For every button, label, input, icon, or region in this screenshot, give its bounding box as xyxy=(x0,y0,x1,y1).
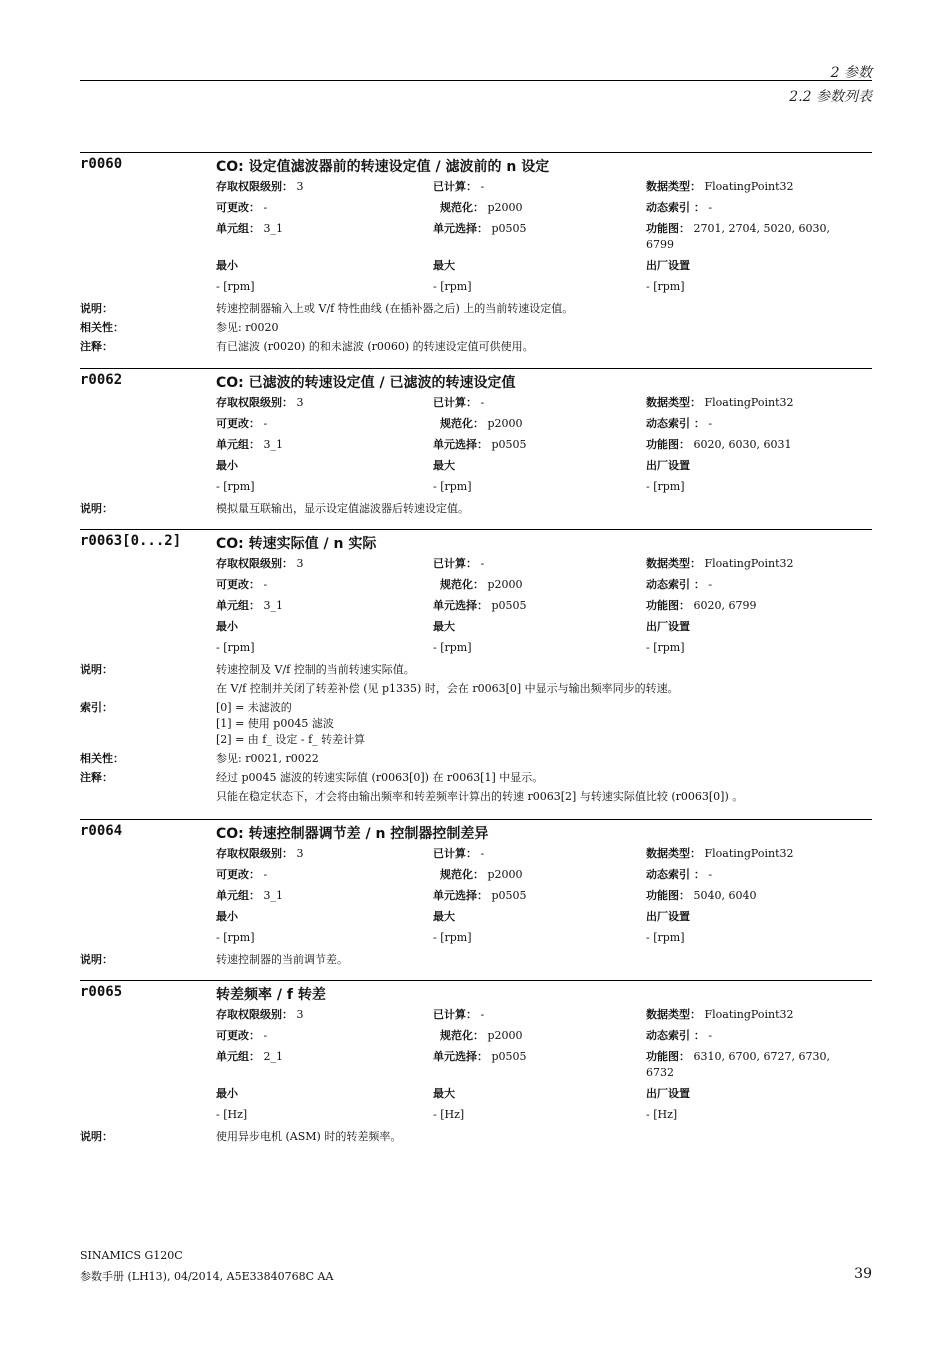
calculated-value: - xyxy=(480,396,485,409)
calculated-label: 已计算： xyxy=(433,180,477,193)
unit-group-value: 3_1 xyxy=(263,222,283,235)
access-level xyxy=(216,395,304,411)
param-id: r0060 xyxy=(80,156,123,172)
unit-select-value: p0505 xyxy=(491,599,527,612)
unit-group xyxy=(216,437,283,453)
min-value: - [rpm] xyxy=(216,931,255,944)
footer-product: SINAMICS G120C xyxy=(80,1249,183,1262)
access-label: 存取权限级别： xyxy=(216,847,293,860)
unit-group xyxy=(216,221,283,237)
scaling-label: 规范化： xyxy=(440,417,484,430)
func-diag-label: 功能图： xyxy=(646,599,690,612)
datatype-value: FloatingPoint32 xyxy=(704,847,794,860)
scaling-label: 规范化： xyxy=(440,201,484,214)
func-diag-label: 功能图： xyxy=(646,889,690,902)
unit-group xyxy=(216,1049,283,1065)
dyn-index-label: 动态索引 ： xyxy=(646,201,705,214)
factory-value: - [rpm] xyxy=(646,641,685,654)
changeable xyxy=(216,416,267,432)
calculated-value: - xyxy=(480,180,485,193)
dep-text: 参见: r0020 xyxy=(216,321,279,334)
page-number: 39 xyxy=(854,1266,872,1282)
access-label: 存取权限级别： xyxy=(216,1008,293,1021)
scaling xyxy=(440,416,523,432)
desc-text: 转速控制器的当前调节差。 xyxy=(216,953,348,966)
factory-value: - [rpm] xyxy=(646,280,685,293)
scaling xyxy=(440,577,523,593)
unit-select-label: 单元选择： xyxy=(433,438,488,451)
changeable-value: - xyxy=(263,868,268,881)
unit-select-value: p0505 xyxy=(491,1050,527,1063)
scaling-value: p2000 xyxy=(487,201,523,214)
unit-select-value: p0505 xyxy=(491,438,527,451)
min-value: - [rpm] xyxy=(216,641,255,654)
scaling-label: 规范化： xyxy=(440,1029,484,1042)
desc-label: 说明： xyxy=(80,953,113,966)
min-value: - [rpm] xyxy=(216,480,255,493)
function-diagram xyxy=(646,1049,856,1081)
desc-text: 使用异步电机 (ASM) 时的转差频率。 xyxy=(216,1130,402,1143)
calculated-value: - xyxy=(480,1008,485,1021)
chapter-header: 2 参数 xyxy=(830,65,872,81)
changeable-value: - xyxy=(263,1029,268,1042)
factory-label: 出厂设置 xyxy=(646,910,690,923)
access-value: 3 xyxy=(296,557,304,570)
changeable-value: - xyxy=(263,417,268,430)
scaling xyxy=(440,867,523,883)
dyn-index-value: - xyxy=(708,578,713,591)
param-title: CO: 设定值滤波器前的转速设定值 / 滤波前的 n 设定 xyxy=(216,159,550,175)
func-diag-label: 功能图： xyxy=(646,438,690,451)
datatype-value: FloatingPoint32 xyxy=(704,1008,794,1021)
min-label: 最小 xyxy=(216,620,238,633)
dyn-index-value: - xyxy=(708,201,713,214)
func-diag-value: 6020, 6030, 6031 xyxy=(693,438,792,451)
datatype-label: 数据类型： xyxy=(646,396,701,409)
changeable-label: 可更改： xyxy=(216,578,260,591)
desc-text-2: 在 V/f 控制并关闭了转差补偿 (见 p1335) 时，会在 r0063[0] 中显示与输出频率同步的转速。 xyxy=(216,682,679,695)
index-label: 索引： xyxy=(80,701,113,714)
changeable-label: 可更改： xyxy=(216,201,260,214)
calculated-label: 已计算： xyxy=(433,1008,477,1021)
changeable xyxy=(216,577,267,593)
dep-text: 参见: r0021, r0022 xyxy=(216,752,319,765)
factory-value: - [Hz] xyxy=(646,1108,678,1121)
note-text: 有已滤波 (r0020) 的和未滤波 (r0060) 的转速设定值可供使用。 xyxy=(216,340,534,353)
func-diag-label: 功能图： xyxy=(646,1050,690,1063)
factory-value: - [rpm] xyxy=(646,480,685,493)
data-type xyxy=(646,179,794,195)
func-diag-value: 2701, 2704, 5020, 6030, 6799 xyxy=(646,222,830,251)
data-type xyxy=(646,1007,794,1023)
scaling-value: p2000 xyxy=(487,1029,523,1042)
param-title: CO: 已滤波的转速设定值 / 已滤波的转速设定值 xyxy=(216,375,516,391)
param-block-r0065 xyxy=(80,980,872,1156)
changeable-label: 可更改： xyxy=(216,417,260,430)
min-label: 最小 xyxy=(216,1087,238,1100)
max-label: 最大 xyxy=(433,910,455,923)
max-value: - [rpm] xyxy=(433,641,472,654)
factory-label: 出厂设置 xyxy=(646,620,690,633)
unit-group-value: 2_1 xyxy=(263,1050,283,1063)
changeable-value: - xyxy=(263,201,268,214)
unit-select-label: 单元选择： xyxy=(433,1050,488,1063)
param-title: 转差频率 / f 转差 xyxy=(216,987,326,1003)
scaling xyxy=(440,200,523,216)
note-label: 注释： xyxy=(80,340,113,353)
param-id: r0063[0...2] xyxy=(80,533,182,549)
changeable-value: - xyxy=(263,578,268,591)
footer-manual: 参数手册 (LH13), 04/2014, A5E33840768C AA xyxy=(80,1270,334,1283)
max-label: 最大 xyxy=(433,620,455,633)
access-level xyxy=(216,556,304,572)
calculated-label: 已计算： xyxy=(433,557,477,570)
scaling-value: p2000 xyxy=(487,868,523,881)
unit-select xyxy=(433,437,527,453)
param-block-r0060 xyxy=(80,152,872,363)
min-label: 最小 xyxy=(216,910,238,923)
unit-group-value: 3_1 xyxy=(263,599,283,612)
header-rule xyxy=(80,80,872,81)
note-text-2: 只能在稳定状态下，才会将由输出频率和转差频率计算出的转速 r0063[2] 与转速实际值比较 (r0063[0]) 。 xyxy=(216,790,744,803)
function-diagram xyxy=(646,437,791,453)
dyn-index-value: - xyxy=(708,868,713,881)
unit-group-label: 单元组： xyxy=(216,889,260,902)
dyn-index-value: - xyxy=(708,417,713,430)
changeable xyxy=(216,867,267,883)
access-label: 存取权限级别： xyxy=(216,557,293,570)
function-diagram xyxy=(646,598,756,614)
max-value: - [rpm] xyxy=(433,480,472,493)
param-block-r0064 xyxy=(80,819,872,975)
calculated xyxy=(433,1007,484,1023)
desc-text: 转速控制器输入上或 V/f 特性曲线 (在插补器之后) 上的当前转速设定值。 xyxy=(216,302,574,315)
unit-select xyxy=(433,598,527,614)
unit-group-value: 3_1 xyxy=(263,438,283,451)
unit-select-label: 单元选择： xyxy=(433,599,488,612)
changeable-label: 可更改： xyxy=(216,1029,260,1042)
min-label: 最小 xyxy=(216,259,238,272)
dep-label: 相关性： xyxy=(80,321,124,334)
scaling xyxy=(440,1028,523,1044)
param-title: CO: 转速实际值 / n 实际 xyxy=(216,536,377,552)
unit-select-value: p0505 xyxy=(491,222,527,235)
func-diag-value: 6020, 6799 xyxy=(693,599,757,612)
calculated-value: - xyxy=(480,557,485,570)
dyn-index-value: - xyxy=(708,1029,713,1042)
index-item-1: [1] = 使用 p0045 滤波 xyxy=(216,717,334,730)
unit-group xyxy=(216,598,283,614)
func-diag-value: 6310, 6700, 6727, 6730, 6732 xyxy=(646,1050,830,1079)
unit-group-value: 3_1 xyxy=(263,889,283,902)
scaling-value: p2000 xyxy=(487,578,523,591)
access-label: 存取权限级别： xyxy=(216,180,293,193)
param-block-r0063 xyxy=(80,529,872,815)
unit-select-label: 单元选择： xyxy=(433,889,488,902)
datatype-label: 数据类型： xyxy=(646,180,701,193)
min-value: - [rpm] xyxy=(216,280,255,293)
unit-group xyxy=(216,888,283,904)
unit-select-label: 单元选择： xyxy=(433,222,488,235)
max-label: 最大 xyxy=(433,459,455,472)
access-value: 3 xyxy=(296,1008,304,1021)
dyn-index xyxy=(646,416,712,432)
func-diag-label: 功能图： xyxy=(646,222,690,235)
access-level xyxy=(216,846,304,862)
index-item-2: [2] = 由 f_ 设定 - f_ 转差计算 xyxy=(216,733,366,746)
min-label: 最小 xyxy=(216,459,238,472)
function-diagram xyxy=(646,221,856,253)
dyn-index-label: 动态索引 ： xyxy=(646,868,705,881)
func-diag-value: 5040, 6040 xyxy=(693,889,757,902)
factory-label: 出厂设置 xyxy=(646,259,690,272)
unit-select xyxy=(433,1049,527,1065)
data-type xyxy=(646,846,794,862)
changeable-label: 可更改： xyxy=(216,868,260,881)
unit-group-label: 单元组： xyxy=(216,438,260,451)
datatype-value: FloatingPoint32 xyxy=(704,396,794,409)
min-value: - [Hz] xyxy=(216,1108,248,1121)
scaling-label: 规范化： xyxy=(440,578,484,591)
factory-label: 出厂设置 xyxy=(646,459,690,472)
datatype-value: FloatingPoint32 xyxy=(704,180,794,193)
dyn-index-label: 动态索引 ： xyxy=(646,578,705,591)
data-type xyxy=(646,556,794,572)
datatype-label: 数据类型： xyxy=(646,557,701,570)
param-id: r0065 xyxy=(80,984,123,1000)
scaling-label: 规范化： xyxy=(440,868,484,881)
param-block-r0062 xyxy=(80,368,872,524)
param-id: r0064 xyxy=(80,823,123,839)
dyn-index xyxy=(646,200,712,216)
max-value: - [rpm] xyxy=(433,280,472,293)
scaling-value: p2000 xyxy=(487,417,523,430)
desc-label: 说明： xyxy=(80,1130,113,1143)
unit-select xyxy=(433,888,527,904)
desc-label: 说明： xyxy=(80,663,113,676)
dep-label: 相关性： xyxy=(80,752,124,765)
calculated xyxy=(433,556,484,572)
unit-select xyxy=(433,221,527,237)
datatype-value: FloatingPoint32 xyxy=(704,557,794,570)
desc-label: 说明： xyxy=(80,302,113,315)
access-level xyxy=(216,1007,304,1023)
dyn-index-label: 动态索引 ： xyxy=(646,417,705,430)
dyn-index xyxy=(646,577,712,593)
access-value: 3 xyxy=(296,396,304,409)
note-label: 注释： xyxy=(80,771,113,784)
data-type xyxy=(646,395,794,411)
unit-select-value: p0505 xyxy=(491,889,527,902)
dyn-index-label: 动态索引 ： xyxy=(646,1029,705,1042)
factory-value: - [rpm] xyxy=(646,931,685,944)
max-value: - [Hz] xyxy=(433,1108,465,1121)
max-label: 最大 xyxy=(433,1087,455,1100)
access-value: 3 xyxy=(296,180,304,193)
datatype-label: 数据类型： xyxy=(646,1008,701,1021)
dyn-index xyxy=(646,1028,712,1044)
param-id: r0062 xyxy=(80,372,123,388)
factory-label: 出厂设置 xyxy=(646,1087,690,1100)
section-header: 2.2 参数列表 xyxy=(789,89,872,105)
index-item-0: [0] = 未滤波的 xyxy=(216,701,292,714)
unit-group-label: 单元组： xyxy=(216,599,260,612)
unit-group-label: 单元组： xyxy=(216,1050,260,1063)
calculated-label: 已计算： xyxy=(433,847,477,860)
changeable xyxy=(216,1028,267,1044)
datatype-label: 数据类型： xyxy=(646,847,701,860)
dyn-index xyxy=(646,867,712,883)
desc-text: 模拟量互联输出，显示设定值滤波器后转速设定值。 xyxy=(216,502,469,515)
max-label: 最大 xyxy=(433,259,455,272)
calculated-value: - xyxy=(480,847,485,860)
calculated xyxy=(433,846,484,862)
param-title: CO: 转速控制器调节差 / n 控制器控制差异 xyxy=(216,826,489,842)
note-text-1: 经过 p0045 滤波的转速实际值 (r0063[0]) 在 r0063[1] 中显示。 xyxy=(216,771,544,784)
max-value: - [rpm] xyxy=(433,931,472,944)
calculated xyxy=(433,179,484,195)
calculated-label: 已计算： xyxy=(433,396,477,409)
changeable xyxy=(216,200,267,216)
access-value: 3 xyxy=(296,847,304,860)
unit-group-label: 单元组： xyxy=(216,222,260,235)
function-diagram xyxy=(646,888,756,904)
desc-label: 说明： xyxy=(80,502,113,515)
access-level xyxy=(216,179,304,195)
calculated xyxy=(433,395,484,411)
access-label: 存取权限级别： xyxy=(216,396,293,409)
desc-text-1: 转速控制及 V/f 控制的当前转速实际值。 xyxy=(216,663,415,676)
